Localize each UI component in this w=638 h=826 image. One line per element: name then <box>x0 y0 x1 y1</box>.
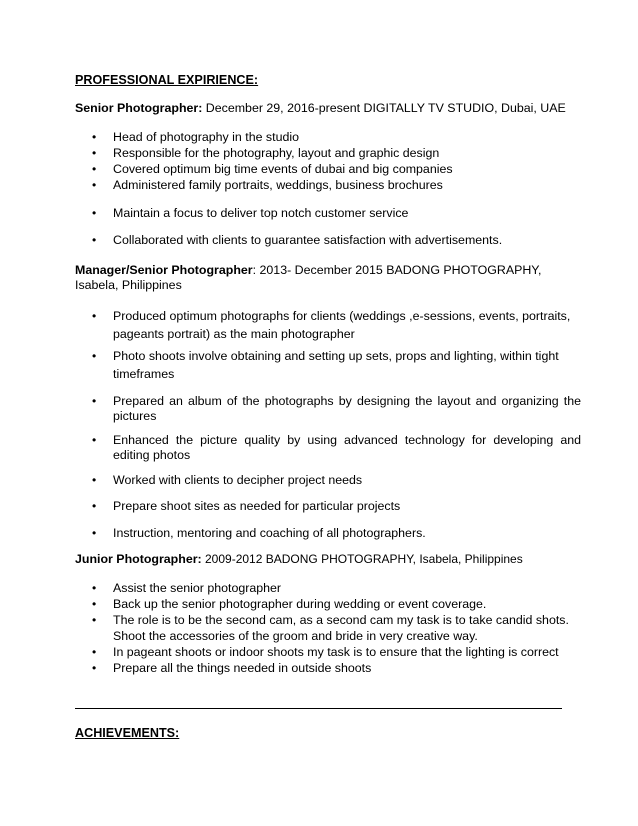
bullet-icon: • <box>92 309 97 323</box>
bullet-icon: • <box>92 661 97 675</box>
job-details-continued: Isabela, Philippines <box>75 278 182 292</box>
job-details: December 29, 2016-present DIGITALLY TV STUDIO, Dubai, UAE <box>202 101 566 115</box>
bullet-icon: • <box>92 130 97 144</box>
bullet-icon: • <box>92 613 97 627</box>
bullet-icon: • <box>92 499 97 513</box>
job-header-senior-photographer <box>75 101 566 115</box>
section-divider <box>75 708 562 709</box>
bullet-icon: • <box>92 162 97 176</box>
resume-page: PROFESSIONAL EXPIRIENCE: Senior Photographer: December 29, 2016-present DIGITALLY TV STUDIO, Dubai, UAE • Head of photography in the studio • Responsible for the photography, layout and graphic design • Covered optimum big time events of dubai and big companies • Administered family portraits, weddings, business brochures • Maintain a focus to deliver top notch customer service • Collaborated with clients to guarantee satisfaction with advertisements. Manager/Senior Photographer: 2013- December 2015 BADONG PHOTOGRAPHY, Isabela, Philippines • Produced optimum photographs for clients (weddings ,e-sessions, events, portraits, pageants portrait) as the main photographer • Photo shoots involve obtaining and setting up sets, props and lighting, within tight timeframes • Prepared an album of the photographs by designing the layout and organizing the pictures • Enhanced the picture quality by using advanced technology for developing and editing photos • Worked with clients to decipher project needs • Prepare shoot sites as needed for particular projects • Instruction, mentoring and coaching of all photographers. Junior Photographer: 2009-2012 BADONG PHOTOGRAPHY, Isabela, Philippines • Assist the senior photographer • Back up the senior photographer during wedding or event coverage. • The role is to be the second cam, as a second cam my task is to take candid shots. Shoot the accessories of the groom and bride in very creative way. • In pageant shoots or indoor shoots my task is to ensure that the lighting is correct • Prepare all the things needed in outside shoots ACHIEVEMENTS: <box>75 73 581 740</box>
bullet-icon: • <box>92 526 97 540</box>
bullet-icon: • <box>92 178 97 192</box>
job-details: 2009-2012 BADONG PHOTOGRAPHY, Isabela, Philippines <box>201 552 523 566</box>
bullet-icon: • <box>92 645 97 659</box>
job-details: : 2013- December 2015 BADONG PHOTOGRAPHY, <box>252 263 542 277</box>
bullet-icon: • <box>92 581 97 595</box>
bullet-icon: • <box>92 233 97 247</box>
job-title: Senior Photographer: <box>75 101 203 115</box>
bullet-icon: • <box>92 597 97 611</box>
bullet-icon: • <box>92 206 97 220</box>
job-header-manager-senior-photographer <box>75 263 541 277</box>
bullet-icon: • <box>92 394 97 408</box>
section-heading-experience: PROFESSIONAL EXPIRIENCE: <box>75 73 259 87</box>
bullet-icon: • <box>92 349 97 363</box>
job-title: Junior Photographer: <box>75 552 202 566</box>
section-heading-achievements: ACHIEVEMENTS: <box>75 726 180 740</box>
bullet-icon: • <box>92 473 97 487</box>
job-header-junior-photographer <box>75 552 523 566</box>
job-title: Manager/Senior Photographer <box>75 263 253 277</box>
bullet-icon: • <box>92 433 97 447</box>
bullet-icon: • <box>92 146 97 160</box>
